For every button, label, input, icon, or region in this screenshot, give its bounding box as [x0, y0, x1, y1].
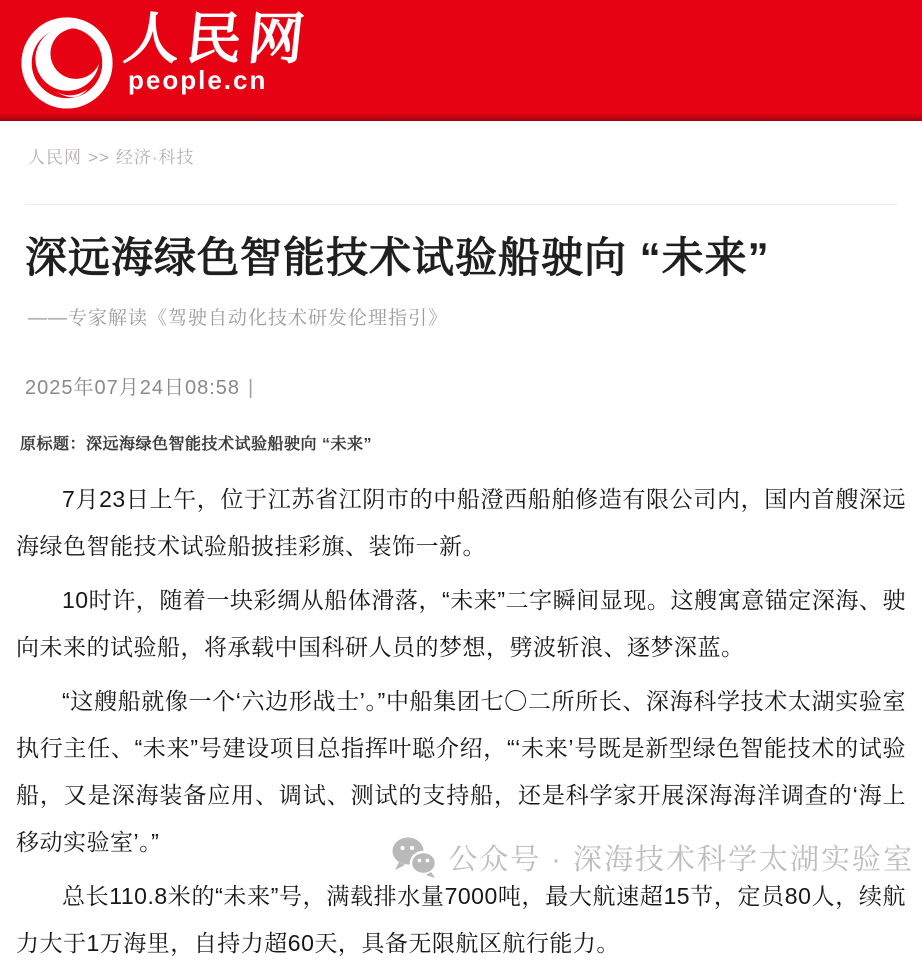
people-cn-globe-icon	[20, 12, 114, 117]
paragraph-3: “这艘船就像一个‘六边形战士’。”中船集团七〇二所所长、深海科学技术太湖实验室执行主任、“未来”号建设项目总指挥叶聪介绍，“‘未来’号既是新型绿色智能技术的试验船，又是深海装备应用、调试、测试的支持船，还是科学家开展深海海洋调查的‘海上移动实验室’。”	[16, 688, 906, 856]
paragraph-2: 10时许，随着一块彩绸从船体滑落，“未来”二字瞬间显现。这艘寓意锚定深海、驶向未来的试验船，将承载中国科研人员的梦想，劈波斩浪、逐梦深蓝。	[16, 587, 906, 661]
article-body	[16, 476, 906, 967]
paragraph-1: 7月23日上午，位于江苏省江阴市的中船澄西船舶修造有限公司内，国内首艘深远海绿色智能技术试验船披挂彩旗、装饰一新。	[16, 486, 906, 560]
breadcrumb-home-link[interactable]: 人民网	[28, 148, 82, 167]
original-title-text: 深远海绿色智能技术试验船驶向 “未来”	[86, 436, 372, 454]
article-title: 深远海绿色智能技术试验船驶向 “未来”	[25, 234, 770, 281]
publish-date-value: 2025年07月24日08:58	[25, 377, 241, 400]
original-title	[20, 431, 902, 454]
publish-date	[25, 371, 897, 400]
article-subtitle: ——专家解读《驾驶自动化技术研发伦理指引》	[28, 308, 449, 330]
breadcrumb	[28, 143, 922, 168]
logo-chinese-text: 人民网	[120, 7, 314, 70]
people-cn-logo[interactable]	[0, 0, 314, 117]
logo-english-text: people.cn	[128, 64, 268, 95]
original-title-label: 原标题：	[20, 436, 87, 454]
paragraph-4: 总长110.8米的“未来”号，满载排水量7000吨，最大航速超15节，定员80人，续航力大于1万海里，自持力超60天，具备无限航区航行能力。	[16, 883, 906, 957]
header-divider	[25, 204, 897, 205]
watermark-text: 公众号 · 深海技术科学太湖实验室	[448, 843, 914, 876]
breadcrumb-section-link[interactable]: 经济·科技	[115, 148, 195, 167]
logo-text-block	[120, 7, 314, 96]
site-header	[0, 0, 922, 121]
date-pipe-separator: |	[248, 377, 255, 400]
breadcrumb-separator: >>	[88, 148, 110, 167]
